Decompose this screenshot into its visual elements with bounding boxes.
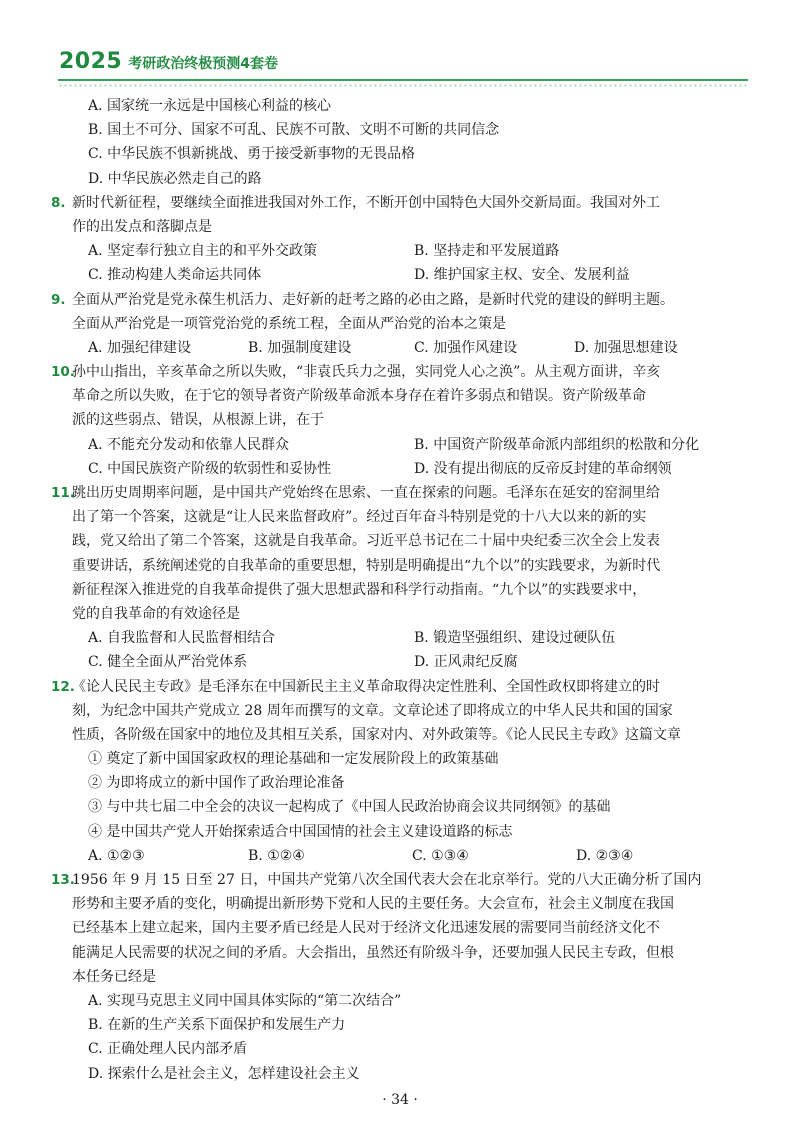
q8-stem-line: 作的出发点和落脚点是 <box>72 218 212 235</box>
q8-option-a: A. 坚定奉行独立自主的和平外交政策 <box>88 243 318 260</box>
q12-item-2: ② 为即将成立的新中国作了政治理论准备 <box>88 775 345 792</box>
q11-number: 11. <box>51 485 75 501</box>
q13-number: 13. <box>51 872 75 888</box>
q10-stem-line: 派的这些弱点、错误，从根源上讲，在于 <box>72 412 324 429</box>
header-year: 2025 <box>59 49 123 74</box>
q13-option-d: D. 探索什么是社会主义，怎样建设社会主义 <box>88 1065 360 1082</box>
q8-options-row <box>72 263 740 287</box>
q11-stem-line: 践，党又给出了第二个答案，这就是自我革命。习近平总书记在二十届中央纪委三次全会上发表 <box>72 533 660 550</box>
page-number: · 34 · <box>382 1092 418 1108</box>
q8-options-row <box>72 239 740 263</box>
q10-stem-line: 革命之所以失败，在于它的领导者资产阶级革命派本身存在着许多弱点和错误。资产阶级革命 <box>72 388 646 405</box>
q11-options-row <box>72 626 740 650</box>
q10-option-d: D. 没有提出彻底的反帝反封建的革命纲领 <box>414 460 672 477</box>
q10-option-b: B. 中国资产阶级革命派内部组织的松散和分化 <box>414 436 700 453</box>
q13-option-b: B. 在新的生产关系下面保护和发展生产力 <box>88 1017 346 1034</box>
q11-option-d: D. 正风肃纪反腐 <box>414 654 518 671</box>
q8-number: 8. <box>51 194 66 211</box>
q12-item-3: ③ 与中共七届二中全会的决议一起构成了《中国人民政治协商会议共同纲领》的基础 <box>88 799 611 816</box>
q8-option-d: D. 维护国家主权、安全、发展利益 <box>414 267 630 284</box>
q9-number: 9. <box>51 291 66 308</box>
q9-option-c: C. 加强作风建设 <box>414 339 518 356</box>
q11-option-c: C. 健全全面从严治党体系 <box>88 654 248 671</box>
q13-stem-line: 能满足人民需要的状况之间的矛盾。大会指出，虽然还有阶级斗争，还要加强人民民主专政，但根 <box>72 944 674 961</box>
q11-stem-line: 新征程深入推进党的自我革命提供了强大思想武器和科学行动指南。“九个以”的实践要求中， <box>72 581 647 598</box>
q11-stem-line: 党的自我革命的有效途径是 <box>72 605 240 622</box>
q7-option-b: B. 国土不可分、国家不可乱、民族不可散、文明不可断的共同信念 <box>88 122 500 139</box>
q7-option-a: A. 国家统一永远是中国核心利益的核心 <box>88 98 332 114</box>
q12-item-1: ① 奠定了新中国国家政权的理论基础和一定发展阶段上的政策基础 <box>88 751 499 768</box>
question-content <box>51 94 740 1086</box>
q10-option-a: A. 不能充分发动和依靠人民群众 <box>88 436 290 453</box>
q12-stem-line: 刻，为纪念中国共产党成立 28 周年而撰写的文章。文章论述了即将成立的中华人民共和国的国家 <box>72 702 673 719</box>
q9-option-a: A. 加强纪律建设 <box>88 339 192 356</box>
q9-stem-line: 9. 全面从严治党是党永葆生机活力、走好新的赶考之路的必由之路，是新时代党的建设的鲜明主题。 <box>72 288 740 312</box>
header-dotted-band <box>58 84 748 87</box>
q8-option-c: C. 推动构建人类命运共同体 <box>88 267 262 284</box>
q11-options-row <box>72 650 740 674</box>
q10-options-row <box>72 457 740 481</box>
q13-stem-line: 13. 1956 年 9 月 15 日至 27 日，中国共产党第八次全国代表大会在北京举行。党的八大正确分析了国内 <box>72 868 740 892</box>
q12-option-a: A. ①②③ <box>88 847 145 864</box>
q11-option-a: A. 自我监督和人民监督相结合 <box>88 630 276 647</box>
q8-stem-line: 8. 新时代新征程，要继续全面推进我国对外工作，不断开创中国特色大国外交新局面。我国对外工 <box>72 191 740 215</box>
q7-option-d: D. 中华民族必然走自己的路 <box>88 170 262 187</box>
q12-stem-line: 性质，各阶级在国家中的地位及其相互关系，国家对内、对外政策等。《论人民民主专政》这篇文章 <box>72 726 681 743</box>
q10-options-row <box>72 433 740 457</box>
q12-option-b: B. ①②④ <box>248 847 305 864</box>
q12-stem-line: 12. 《论人民民主专政》是毛泽东在中国新民主主义革命取得决定性胜利、全国性政权即将建立的时 <box>72 675 740 699</box>
q10-option-c: C. 中国民族资产阶级的软弱性和妥协性 <box>88 460 332 477</box>
q9-option-b: B. 加强制度建设 <box>248 339 352 356</box>
q12-number: 12. <box>51 678 75 695</box>
q9-option-d: D. 加强思想建设 <box>574 339 678 356</box>
q12-item-4: ④ 是中国共产党人开始探索适合中国国情的社会主义建设道路的标志 <box>88 823 513 840</box>
q13-stem-line: 本任务已经是 <box>72 968 156 985</box>
q13-stem-line: 已经基本上建立起来，国内主要矛盾已经是人民对于经济文化迅速发展的需要同当前经济文化不 <box>72 920 660 937</box>
q10-number: 10. <box>51 364 75 381</box>
q13-stem-line: 形势和主要矛盾的变化，明确提出新形势下党和人民的主要任务。大会宣布，社会主义制度在我国 <box>72 896 674 913</box>
q11-stem-line: 出了第一个答案，这就是“让人民来监督政府”。经过百年奋斗特别是党的十八大以来的新的实 <box>72 509 647 526</box>
q13-option-a: A. 实现马克思主义同中国具体实际的“第二次结合” <box>88 992 402 1009</box>
q12-option-d: D. ②③④ <box>576 847 634 864</box>
q13-option-c: C. 正确处理人民内部矛盾 <box>88 1041 248 1058</box>
q8-option-b: B. 坚持走和平发展道路 <box>414 243 560 260</box>
q10-stem-line: 10. 孙中山指出，辛亥革命之所以失败，“非袁氏兵力之强，实同党人心之涣”。从主观方面讲，辛亥 <box>72 360 740 384</box>
header-rule <box>58 79 748 81</box>
page-header <box>59 49 278 74</box>
q9-stem-line: 全面从严治党是一项管党治党的系统工程，全面从严治党的治本之策是 <box>72 315 506 332</box>
header-title: 考研政治终极预测4套卷 <box>128 56 278 72</box>
q11-option-b: B. 锻造坚强组织、建设过硬队伍 <box>414 630 616 647</box>
q7-option-c: C. 中华民族不惧新挑战、勇于接受新事物的无畏品格 <box>88 146 416 163</box>
q11-stem-line: 重要讲话，系统阐述党的自我革命的重要思想，特别是明确提出“九个以”的实践要求，为新时代 <box>72 557 661 574</box>
q12-option-c: C. ①③④ <box>412 847 469 864</box>
q12-options-row <box>72 844 740 868</box>
q9-options-row <box>72 336 740 360</box>
q11-stem-line: 11. 跳出历史周期率问题，是中国共产党始终在思索、一直在探索的问题。毛泽东在延安的窑洞里给 <box>72 481 740 505</box>
